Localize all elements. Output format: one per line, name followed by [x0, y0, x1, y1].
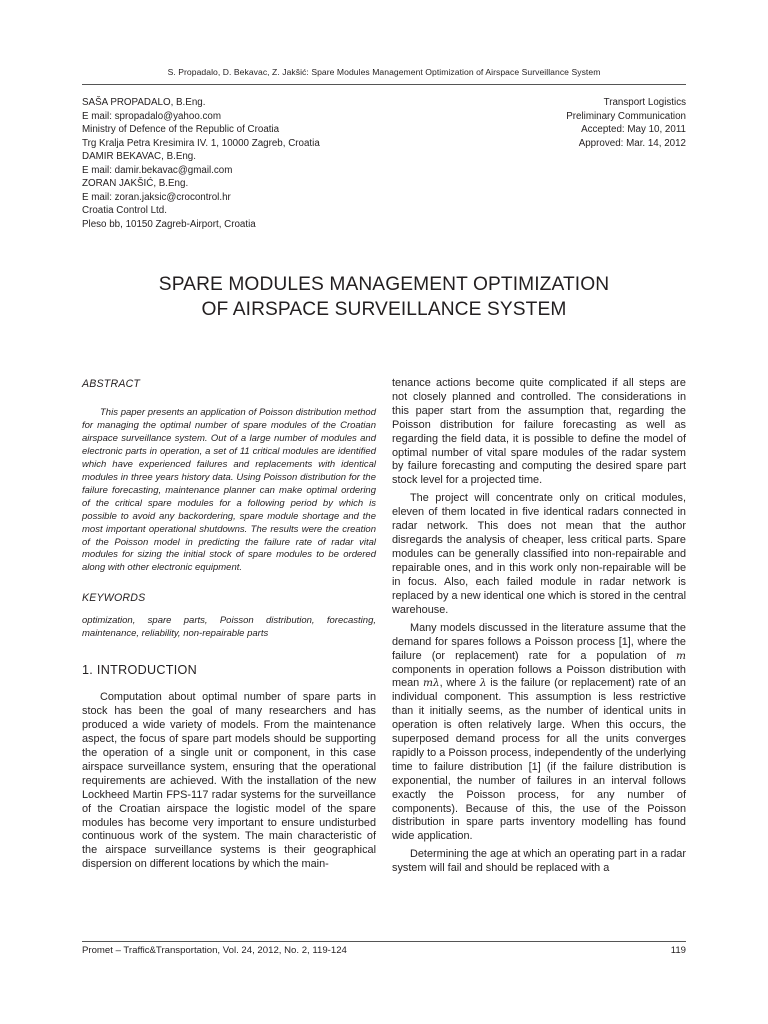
footer-rule: [82, 941, 686, 942]
header-rule: [82, 84, 686, 85]
paragraph-3-text-d: is the failure (or replacement) rate of an individual component. This assumption is less restrictive than it initially seems, as the number of identical units in operation is often relatively large. When this occurs, the superposed demand process for all the units converges rapidly to a Poisson process, independently of the underlying time to failure distribution [1] (if the failure distribution is exponential, the number of failures in an interval follows exactly the Poisson process, for any number of components). Because of this, the use of the Poisson distribution in spare parts inventory modelling has found wide application.: [392, 677, 686, 843]
abstract-heading: ABSTRACT: [82, 378, 141, 390]
paragraph-3-text-c: , where: [439, 677, 480, 690]
author1-org: Ministry of Defence of the Republic of Croatia: [82, 124, 280, 135]
introduction-paragraph-1-continued: tenance actions become quite complicated if all steps are not closely planned and controlled. The considerations in this paper start from the assumption that, regarding the Poisson distribution for failure forecasting as well as regarding the field data, it is possible to define the model of optimal number of vital spare modules of the radar system by failure forecasting and computing the desired spare part stock level for a projected time.: [392, 377, 686, 487]
paragraph-3-text-b: components in operation follows a Poisson distribution with mean: [392, 663, 686, 690]
article-meta: [436, 96, 686, 150]
author1-email: E mail: spropadalo@yahoo.com: [82, 110, 222, 122]
author3-address: Pleso bb, 10150 Zagreb-Airport, Croatia: [82, 218, 256, 230]
author3-name: ZORAN JAKŠIĆ: [82, 178, 154, 189]
introduction-paragraph-1: Computation about optimal number of spare parts in stock has been the goal of many researchers and has produced a wide variety of models. From the maintenance aspect, the focus of spare part models should be supporting the operation of a single unit or component, in this case airspace surveillance system, ensuring that the operational requirements are achieved. With the installation of the new Lockheed Martin FPS-117 radar systems for the surveillance of the Croatian airspace the logistic model of the spare modules has become very important to ensure undisturbed continuous work of the system. The main characteristic of the airspace surveillance systems is their geographical dispersion on different locations by which the main-: [82, 691, 376, 871]
author3-degree: , B.Eng.: [153, 178, 189, 189]
title-line-1: SPARE MODULES MANAGEMENT OPTIMIZATION: [158, 274, 610, 295]
author-affiliations: [82, 96, 422, 231]
running-head-authors: S. Propadalo, D. Bekavac, Z. Jakšić:: [167, 67, 309, 77]
article-section: Transport Logistics: [603, 97, 686, 108]
author2-line: [82, 150, 422, 164]
author1-degree: , B.Eng.: [170, 97, 206, 108]
author1-address: Trg Kralja Petra Kresimira IV. 1, 10000 Zagreb, Croatia: [82, 137, 320, 149]
keywords-heading: KEYWORDS: [82, 592, 146, 605]
article-type: Preliminary Communication: [566, 110, 686, 122]
left-column: [82, 378, 376, 872]
running-head-title: Spare Modules Management Optimization of Airspace Surveillance System: [311, 67, 601, 77]
keywords-text: optimization, spare parts, Poisson distribution, forecasting, maintenance, reliability, non-repairable parts: [82, 615, 376, 640]
approved-date: Approved: Mar. 14, 2012: [578, 137, 686, 149]
introduction-paragraph-2: The project will concentrate only on critical modules, eleven of them located in five identical radars connected in radar network. This does not mean that the author disregards the analysis of cheaper, less critical parts. Spare modules can be generally classified into non-repairable and repairable ones, and in this work only non-repairable will be in focus. Also, each failed module in radar network is replaced by a new identical one which is stored in the central warehouse.: [392, 492, 686, 616]
author3-org: Croatia Control Ltd.: [82, 205, 167, 216]
running-head: [82, 67, 686, 77]
introduction-paragraph-3: [392, 622, 686, 845]
accepted-date: Accepted: May 10, 2011: [581, 124, 686, 135]
introduction-heading: 1. INTRODUCTION: [82, 663, 198, 678]
author2-degree: , B.Eng.: [161, 151, 196, 162]
page-number: 119: [670, 945, 686, 956]
symbol-m: m: [676, 649, 686, 662]
paragraph-3-text-a: Many models discussed in the literature assume that the demand for spares follows a Poisson process [1], where the failure (or replacement) rate for a population of: [392, 621, 686, 662]
abstract-text: This paper presents an application of Poisson distribution method for managing the optimal number of spare modules of the Croatian airspace surveillance system. Out of a large number of modules and electronic parts in operation, a set of 11 critical modules are identified which have experienced failures and replacements with identical modules in three years history data. Using Poisson distribution for the failure forecasting, maintenance planner can make optimal ordering of the critical spare modules for a following period by which is possible to avoid any backordering, spare module shortage and the most important operational shutdowns. The results were the creation of the Poisson model in predicting the failure rate of radar vital modules for sizing the initial stock of spare modules to be ordered along with other electronic equipment.: [82, 407, 376, 574]
author1-line: [82, 96, 422, 110]
footer-journal: Promet – Traffic&Transportation, Vol. 24, 2012, No. 2, 119-124: [82, 945, 347, 956]
author3-email: E mail: zoran.jaksic@crocontrol.hr: [82, 191, 231, 203]
author2-email: E mail: damir.bekavac@gmail.com: [82, 164, 233, 176]
paper-title: [82, 272, 686, 322]
symbol-m-lambda: mλ: [423, 677, 440, 690]
title-line-2: OF AIRSPACE SURVEILLANCE SYSTEM: [201, 299, 567, 320]
right-column: [392, 377, 686, 876]
author3-line: [82, 177, 422, 191]
symbol-lambda: λ: [479, 677, 487, 690]
author1-name: SAŠA PROPADALO: [82, 97, 171, 108]
introduction-paragraph-4: Determining the age at which an operating part in a radar system will fail and should be replaced with a: [392, 848, 686, 875]
author2-name: DAMIR BEKAVAC: [82, 151, 162, 162]
